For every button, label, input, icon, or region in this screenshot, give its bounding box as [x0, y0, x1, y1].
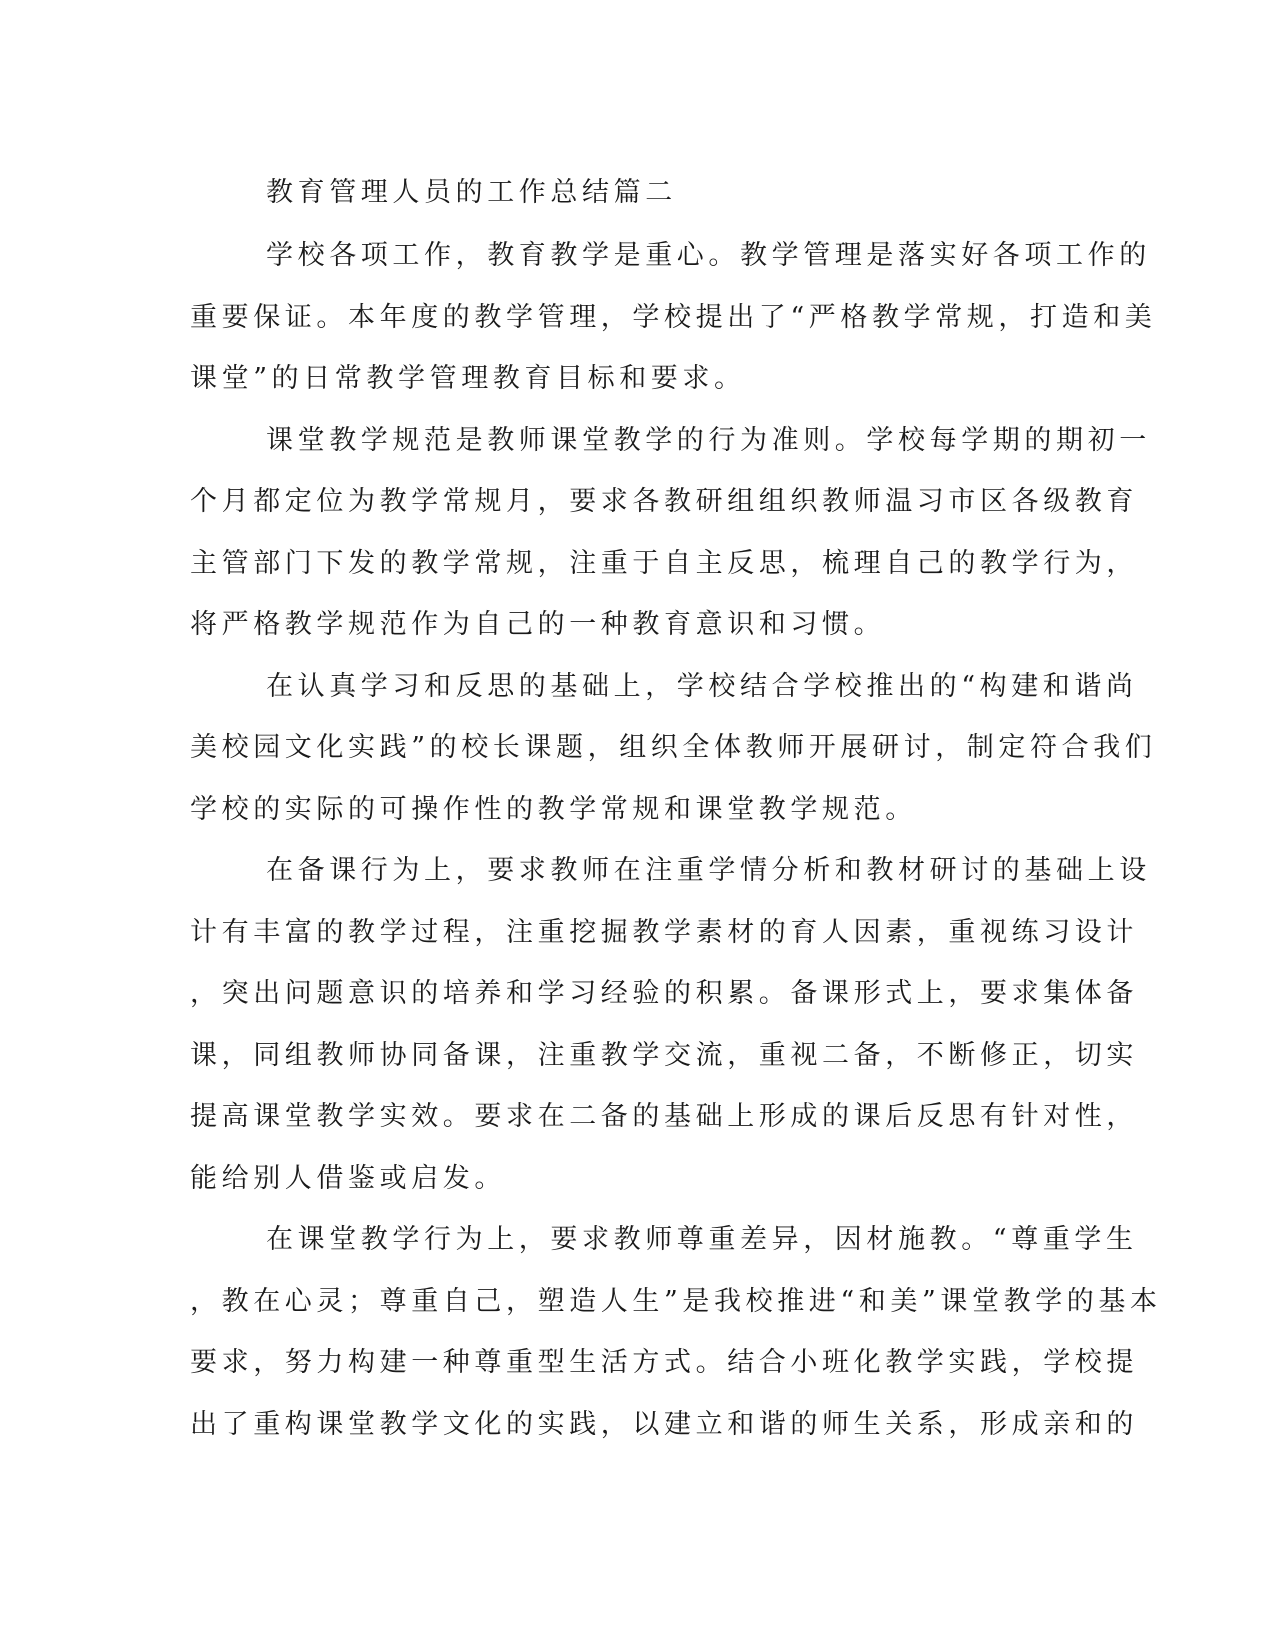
paragraph-line: 能给别人借鉴或启发。 [190, 1162, 506, 1194]
paragraph-1 [190, 225, 1157, 410]
paragraph-line: 课，同组教师协同备课，注重教学交流，重视二备，不断修正，切实 [190, 1039, 1138, 1071]
paragraph-line: 要求，努力构建一种尊重型生活方式。结合小班化教学实践，学校提 [190, 1347, 1138, 1378]
paragraph-line: ，突出问题意识的培养和学习经验的积累。备课形式上，要求集体备 [190, 978, 1138, 1009]
paragraph-line: 在备课行为上，要求教师在注重学情分析和教材研讨的基础上设 [266, 855, 1151, 886]
paragraph-line: 学校的实际的可操作性的教学常规和课堂教学规范。 [190, 793, 917, 825]
paragraph-2 [190, 410, 1151, 656]
paragraph-4 [190, 840, 1151, 1209]
paragraph-5 [190, 1209, 1162, 1455]
document-body [190, 160, 1162, 1455]
paragraph-line: 在课堂教学行为上，要求教师尊重差异，因材施教。“尊重学生 [266, 1224, 1138, 1255]
paragraph-line: 美校园文化实践”的校长课题，组织全体教师开展研讨，制定符合我们 [190, 732, 1157, 763]
paragraph-line: 课堂教学规范是教师课堂教学的行为准则。学校每学期的期初一 [266, 424, 1151, 456]
paragraph-line: 在认真学习和反思的基础上，学校结合学校推出的“构建和谐尚 [266, 670, 1138, 702]
paragraph-line: 课堂”的日常教学管理教育目标和要求。 [190, 363, 746, 394]
paragraph-line: 将严格教学规范作为自己的一种教育意识和习惯。 [190, 609, 886, 640]
paragraph-3 [190, 656, 1157, 841]
paragraph-line: ，教在心灵；尊重自己，塑造人生”是我校推进“和美”课堂教学的基本 [190, 1285, 1162, 1317]
paragraph-line: 计有丰富的教学过程，注重挖掘教学素材的育人因素，重视练习设计 [190, 916, 1138, 948]
paragraph-line: 出了重构课堂教学文化的实践，以建立和谐的师生关系，形成亲和的 [190, 1408, 1138, 1440]
paragraph-line: 个月都定位为教学常规月，要求各教研组组织教师温习市区各级教育 [190, 486, 1138, 517]
paragraph-line: 提高课堂教学实效。要求在二备的基础上形成的课后反思有针对性， [190, 1101, 1138, 1132]
paragraph-line: 重要保证。本年度的教学管理，学校提出了“严格教学常规，打造和美 [190, 301, 1157, 333]
paragraph-line: 学校各项工作，教育教学是重心。教学管理是落实好各项工作的 [266, 240, 1151, 271]
paragraph-line: 主管部门下发的教学常规，注重于自主反思，梳理自己的教学行为， [190, 547, 1138, 579]
document-title: 教育管理人员的工作总结篇二 [266, 177, 677, 208]
